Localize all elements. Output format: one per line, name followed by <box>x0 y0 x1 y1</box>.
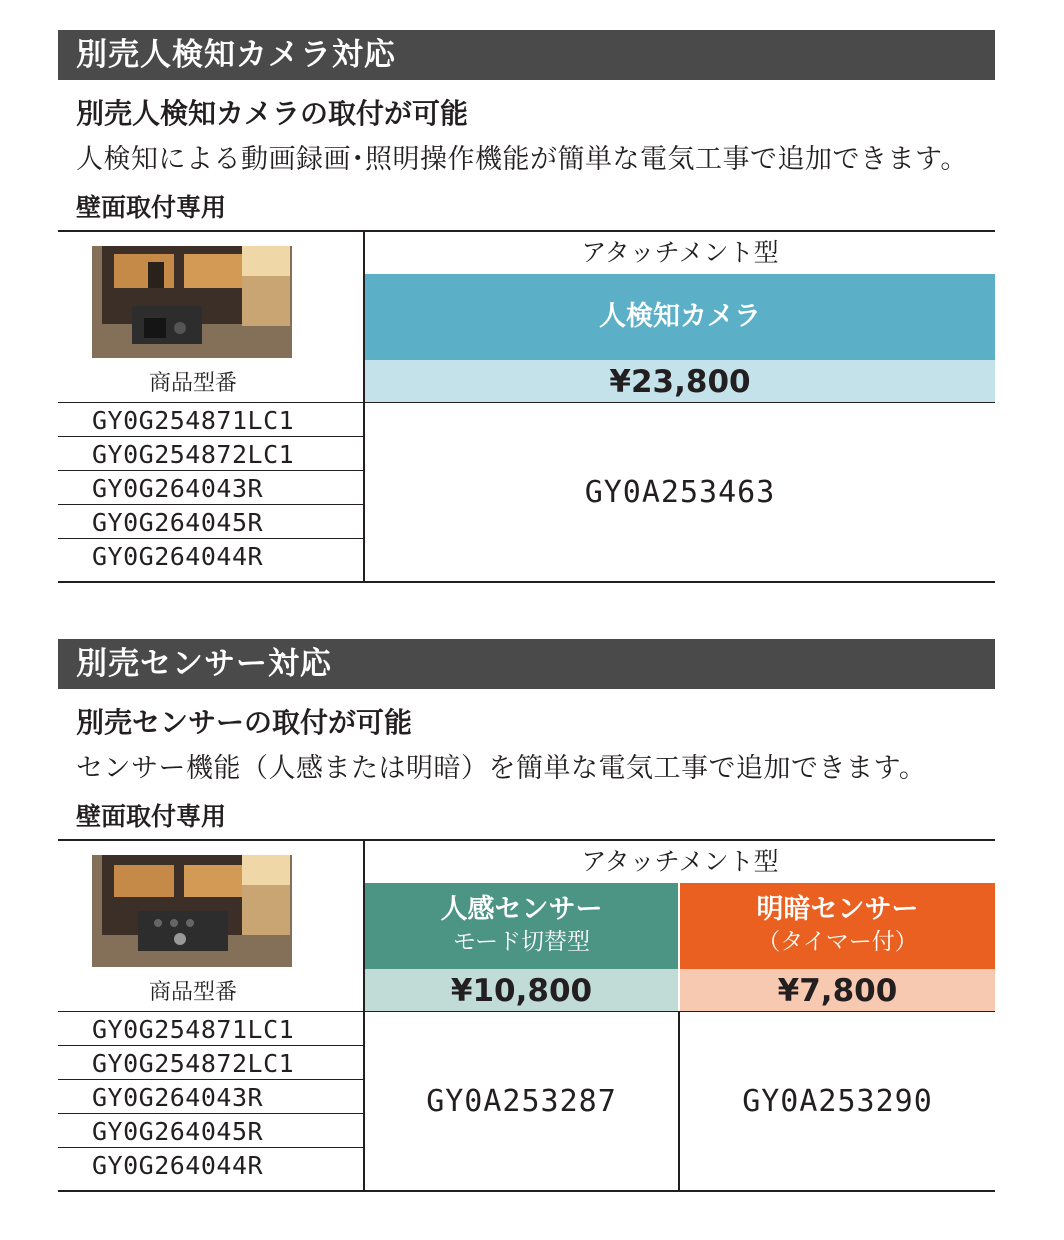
product-subtitle: モード切替型 <box>452 929 591 955</box>
product-code: GY0A253463 <box>365 402 995 581</box>
product-header-light-sensor <box>680 883 995 969</box>
model-number: GY0G264045R <box>58 504 363 538</box>
model-number-label: 商品型番 <box>148 980 237 1005</box>
model-number: GY0G254872LC1 <box>58 1045 363 1079</box>
section-heading: 別売人検知カメラの取付が可能 <box>76 97 469 130</box>
product-code: GY0A253287 <box>365 1011 678 1190</box>
compatibility-table <box>58 230 995 583</box>
mount-type-label: 壁面取付専用 <box>76 802 227 831</box>
model-number: GY0G264043R <box>58 1079 363 1113</box>
model-number: GY0G264044R <box>58 1147 363 1181</box>
model-number: GY0G264043R <box>58 470 363 504</box>
product-name: 明暗センサー <box>756 894 919 925</box>
product-header-motion-sensor <box>365 883 678 969</box>
model-number: GY0G264044R <box>58 538 363 572</box>
model-column <box>58 841 363 1190</box>
attachment-type-label: アタッチメント型 <box>581 847 779 876</box>
product-code: GY0A253290 <box>680 1011 995 1190</box>
section-title: 別売人検知カメラ対応 <box>58 30 995 80</box>
header-divider <box>678 883 680 969</box>
model-number: GY0G254871LC1 <box>58 1011 363 1045</box>
section-description: センサー機能（人感または明暗）を簡単な電気工事で追加できます。 <box>76 753 927 784</box>
product-header-camera <box>365 274 995 360</box>
compatibility-table <box>58 839 995 1192</box>
model-number-label: 商品型番 <box>148 371 237 396</box>
sensor-section <box>58 639 995 1192</box>
price-divider <box>678 969 680 1011</box>
attachment-type-label: アタッチメント型 <box>581 238 779 267</box>
mount-type-label: 壁面取付専用 <box>76 193 227 222</box>
product-photo <box>92 855 292 967</box>
camera-section <box>58 30 995 583</box>
product-price: ¥10,800 <box>365 969 678 1011</box>
product-price: ¥23,800 <box>365 360 995 402</box>
product-name: 人検知カメラ <box>599 301 761 332</box>
code-divider <box>678 1011 680 1190</box>
model-number: GY0G254871LC1 <box>58 402 363 436</box>
model-list <box>58 402 363 572</box>
product-price: ¥7,800 <box>680 969 995 1011</box>
section-title: 別売センサー対応 <box>58 639 995 689</box>
section-description: 人検知による動画録画･照明操作機能が簡単な電気工事で追加できます。 <box>76 144 968 175</box>
model-list <box>58 1011 363 1181</box>
model-number: GY0G264045R <box>58 1113 363 1147</box>
model-column <box>58 232 363 581</box>
section-heading: 別売センサーの取付が可能 <box>76 706 413 739</box>
product-subtitle: （タイマー付） <box>757 929 918 955</box>
model-number: GY0G254872LC1 <box>58 436 363 470</box>
product-name: 人感センサー <box>440 894 603 925</box>
product-photo <box>92 246 292 358</box>
